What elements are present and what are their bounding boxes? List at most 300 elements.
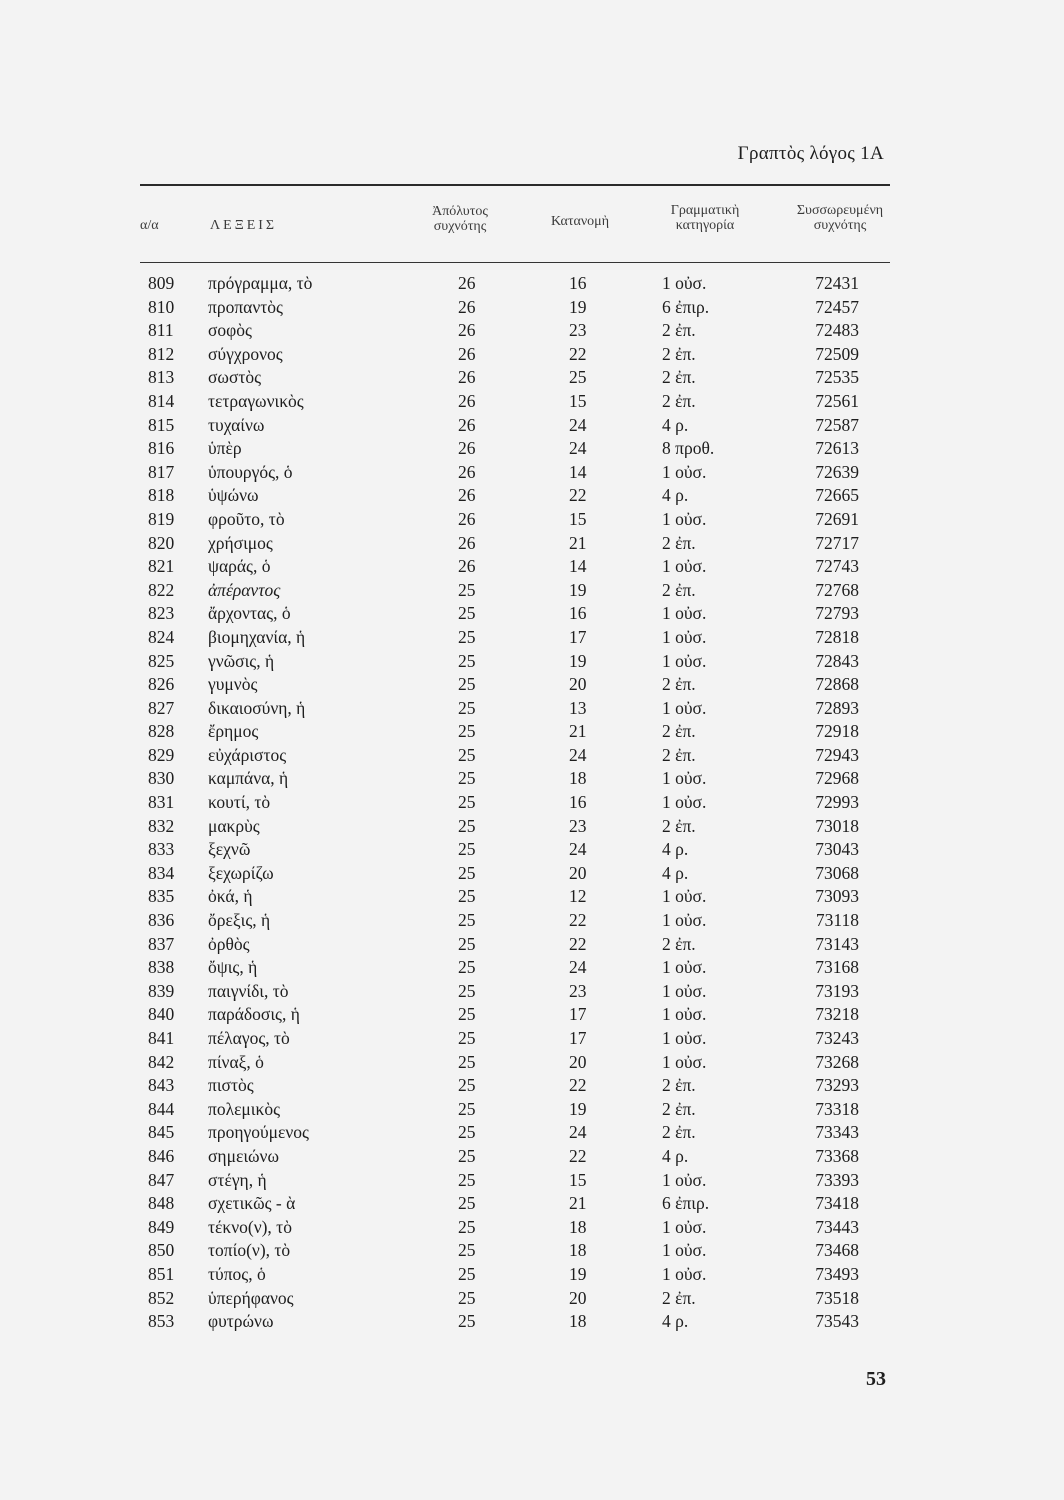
row-word: τοπίο(ν), τὸ <box>208 1240 291 1261</box>
row-absolute-frequency: 25 <box>458 1216 476 1237</box>
row-grammatical-category: 1 οὐσ. <box>662 1216 707 1237</box>
row-distribution: 25 <box>569 367 587 388</box>
row-number: 815 <box>148 414 175 435</box>
row-absolute-frequency: 25 <box>458 744 476 765</box>
row-grammatical-category: 1 οὐσ. <box>662 508 707 529</box>
row-number: 851 <box>148 1263 175 1284</box>
row-grammatical-category: 1 οὐσ. <box>662 556 707 577</box>
row-grammatical-category: 1 οὐσ. <box>662 273 707 293</box>
row-word: δικαιοσύνη, ἡ <box>208 697 306 718</box>
row-word: εὐχάριστος <box>208 744 287 765</box>
row-grammatical-category: 2 ἐπ. <box>662 933 696 954</box>
row-number: 820 <box>148 532 175 553</box>
row-number: 817 <box>148 461 175 482</box>
row-cumulative-frequency: 73293 <box>815 1075 859 1096</box>
row-cumulative-frequency: 73393 <box>815 1169 859 1190</box>
row-grammatical-category: 1 οὐσ. <box>662 603 707 624</box>
table-row <box>0 909 1064 933</box>
row-word: προηγούμενος <box>208 1122 309 1143</box>
table-row <box>0 532 1064 556</box>
row-distribution: 18 <box>569 1240 587 1261</box>
row-distribution: 19 <box>569 296 587 317</box>
row-grammatical-category: 1 οὐσ. <box>662 957 707 978</box>
row-grammatical-category: 4 ρ. <box>662 1145 689 1166</box>
row-word: ὑψώνω <box>208 485 259 506</box>
row-word: ἄρχοντας, ὁ <box>208 603 291 624</box>
row-cumulative-frequency: 72918 <box>815 721 859 742</box>
row-cumulative-frequency: 72717 <box>815 532 859 553</box>
row-absolute-frequency: 25 <box>458 1311 476 1332</box>
row-distribution: 22 <box>569 1145 587 1166</box>
row-word: ὑπὲρ <box>208 438 242 459</box>
row-number: 850 <box>148 1240 175 1261</box>
table-row <box>0 437 1064 461</box>
row-absolute-frequency: 25 <box>458 886 476 907</box>
row-word: σωστὸς <box>208 367 262 388</box>
row-number: 847 <box>148 1169 175 1190</box>
row-distribution: 18 <box>569 768 587 789</box>
table-row <box>0 1310 1064 1334</box>
row-distribution: 24 <box>569 839 587 860</box>
row-grammatical-category: 1 οὐσ. <box>662 768 707 789</box>
row-distribution: 17 <box>569 626 587 647</box>
row-number: 828 <box>148 721 175 742</box>
row-grammatical-category: 4 ρ. <box>662 485 689 506</box>
row-grammatical-category: 2 ἐπ. <box>662 721 696 742</box>
row-distribution: 21 <box>569 1193 587 1214</box>
row-distribution: 16 <box>569 603 587 624</box>
row-word: παράδοσις, ἡ <box>208 1004 300 1025</box>
row-grammatical-category: 4 ρ. <box>662 1311 689 1332</box>
row-distribution: 15 <box>569 508 587 529</box>
row-number: 833 <box>148 839 175 860</box>
row-grammatical-category: 1 οὐσ. <box>662 1263 707 1284</box>
row-absolute-frequency: 25 <box>458 603 476 624</box>
row-cumulative-frequency: 73143 <box>815 933 859 954</box>
row-word: γυμνὸς <box>208 674 258 695</box>
row-grammatical-category: 2 ἐπ. <box>662 674 696 695</box>
row-absolute-frequency: 26 <box>458 532 476 553</box>
row-absolute-frequency: 26 <box>458 414 476 435</box>
table-row <box>0 1145 1064 1169</box>
table-row <box>0 1192 1064 1216</box>
col-header-cumulative-frequency: Συσσωρευμένη συχνότης <box>796 203 884 233</box>
row-distribution: 17 <box>569 1028 587 1048</box>
row-cumulative-frequency: 72535 <box>815 367 859 388</box>
row-grammatical-category: 1 οὐσ. <box>662 980 707 1001</box>
row-distribution: 16 <box>569 273 587 293</box>
row-grammatical-category: 1 οὐσ. <box>662 697 707 718</box>
table-row <box>0 697 1064 721</box>
row-cumulative-frequency: 73218 <box>815 1004 859 1025</box>
row-grammatical-category: 1 οὐσ. <box>662 1004 707 1025</box>
row-absolute-frequency: 25 <box>458 980 476 1001</box>
row-number: 819 <box>148 508 175 529</box>
row-number: 843 <box>148 1075 175 1096</box>
row-number: 816 <box>148 438 175 459</box>
row-grammatical-category: 4 ρ. <box>662 862 689 883</box>
row-word: παιγνίδι, τὸ <box>208 980 289 1001</box>
row-distribution: 14 <box>569 461 587 482</box>
table-row <box>0 838 1064 862</box>
table-row <box>0 1239 1064 1263</box>
header-bottom-rule <box>140 262 890 263</box>
row-absolute-frequency: 26 <box>458 461 476 482</box>
row-absolute-frequency: 25 <box>458 910 476 931</box>
row-absolute-frequency: 25 <box>458 1240 476 1261</box>
row-absolute-frequency: 25 <box>458 815 476 836</box>
col-header-grammatical-category: Γραμματικὴ κατηγορία <box>670 203 740 233</box>
table-row <box>0 508 1064 532</box>
row-distribution: 14 <box>569 556 587 577</box>
table-row <box>0 484 1064 508</box>
row-grammatical-category: 2 ἐπ. <box>662 1098 696 1119</box>
table-row <box>0 626 1064 650</box>
row-cumulative-frequency: 72639 <box>815 461 859 482</box>
row-cumulative-frequency: 72943 <box>815 744 859 765</box>
row-word: βιομηχανία, ἡ <box>208 626 306 647</box>
row-distribution: 22 <box>569 910 587 931</box>
row-word: ὀκά, ἡ <box>208 886 253 907</box>
table-row <box>0 366 1064 390</box>
row-word: ξεχωρίζω <box>208 862 274 883</box>
table-row <box>0 1169 1064 1193</box>
row-grammatical-category: 2 ἐπ. <box>662 1287 696 1308</box>
row-cumulative-frequency: 73268 <box>815 1051 859 1072</box>
row-word: χρήσιμος <box>208 532 273 553</box>
row-number: 834 <box>148 862 175 883</box>
table-row <box>0 744 1064 768</box>
row-absolute-frequency: 25 <box>458 1004 476 1025</box>
row-number: 848 <box>148 1193 175 1214</box>
row-number: 844 <box>148 1098 175 1119</box>
row-number: 836 <box>148 910 175 931</box>
row-cumulative-frequency: 73318 <box>815 1098 859 1119</box>
row-absolute-frequency: 25 <box>458 933 476 954</box>
row-number: 852 <box>148 1287 175 1308</box>
table-row <box>0 1051 1064 1075</box>
table-row <box>0 980 1064 1004</box>
row-distribution: 13 <box>569 697 587 718</box>
row-absolute-frequency: 26 <box>458 296 476 317</box>
row-cumulative-frequency: 73443 <box>815 1216 859 1237</box>
row-number: 818 <box>148 485 175 506</box>
row-word: πίναξ, ὁ <box>208 1051 264 1072</box>
row-grammatical-category: 2 ἐπ. <box>662 579 696 600</box>
row-cumulative-frequency: 73368 <box>815 1145 859 1166</box>
row-word: σχετικῶς - ὰ <box>208 1193 296 1214</box>
row-word: τυχαίνω <box>208 414 265 435</box>
row-absolute-frequency: 25 <box>458 1145 476 1166</box>
row-cumulative-frequency: 73418 <box>815 1193 859 1214</box>
row-grammatical-category: 8 προθ. <box>662 438 715 459</box>
row-number: 840 <box>148 1004 175 1025</box>
col-header-aa: α/α <box>140 218 159 233</box>
row-distribution: 20 <box>569 1287 587 1308</box>
col-header-lexeis: ΛΕΞΕΙΣ <box>210 218 278 233</box>
row-word: ψαράς, ὁ <box>208 556 271 577</box>
row-absolute-frequency: 25 <box>458 792 476 813</box>
row-word: σοφὸς <box>208 320 252 341</box>
row-word: ὄψις, ἡ <box>208 957 258 978</box>
row-absolute-frequency: 25 <box>458 839 476 860</box>
row-cumulative-frequency: 72993 <box>815 792 859 813</box>
row-absolute-frequency: 26 <box>458 485 476 506</box>
row-absolute-frequency: 25 <box>458 862 476 883</box>
row-distribution: 24 <box>569 1122 587 1143</box>
table-row <box>0 1121 1064 1145</box>
row-cumulative-frequency: 72613 <box>815 438 859 459</box>
row-absolute-frequency: 26 <box>458 320 476 341</box>
row-absolute-frequency: 26 <box>458 556 476 577</box>
row-word: πρόγραμμα, τὸ <box>208 273 313 293</box>
row-grammatical-category: 2 ἐπ. <box>662 320 696 341</box>
row-grammatical-category: 4 ρ. <box>662 839 689 860</box>
row-cumulative-frequency: 72561 <box>815 390 859 411</box>
row-absolute-frequency: 25 <box>458 768 476 789</box>
row-number: 809 <box>148 273 175 293</box>
row-distribution: 20 <box>569 862 587 883</box>
row-cumulative-frequency: 73193 <box>815 980 859 1001</box>
row-grammatical-category: 1 οὐσ. <box>662 886 707 907</box>
row-cumulative-frequency: 73493 <box>815 1263 859 1284</box>
row-grammatical-category: 4 ρ. <box>662 414 689 435</box>
row-grammatical-category: 1 οὐσ. <box>662 1028 707 1048</box>
row-absolute-frequency: 25 <box>458 1193 476 1214</box>
row-number: 839 <box>148 980 175 1001</box>
row-word: πολεμικὸς <box>208 1098 281 1119</box>
table-row <box>0 461 1064 485</box>
table-row <box>0 1003 1064 1027</box>
row-absolute-frequency: 25 <box>458 674 476 695</box>
row-cumulative-frequency: 73043 <box>815 839 859 860</box>
row-cumulative-frequency: 73543 <box>815 1311 859 1332</box>
row-grammatical-category: 6 ἐπιρ. <box>662 296 710 317</box>
row-cumulative-frequency: 73118 <box>815 910 859 931</box>
table-row <box>0 414 1064 438</box>
table-row <box>0 390 1064 414</box>
row-cumulative-frequency: 73068 <box>815 862 859 883</box>
row-distribution: 20 <box>569 674 587 695</box>
row-absolute-frequency: 26 <box>458 438 476 459</box>
row-word: προπαντὸς <box>208 296 283 317</box>
row-distribution: 24 <box>569 414 587 435</box>
row-distribution: 18 <box>569 1216 587 1237</box>
row-distribution: 24 <box>569 744 587 765</box>
row-number: 838 <box>148 957 175 978</box>
row-distribution: 20 <box>569 1051 587 1072</box>
column-headers <box>0 198 1064 253</box>
row-cumulative-frequency: 72691 <box>815 508 859 529</box>
table-row <box>0 272 1064 296</box>
row-number: 829 <box>148 744 175 765</box>
row-cumulative-frequency: 72968 <box>815 768 859 789</box>
row-absolute-frequency: 25 <box>458 697 476 718</box>
row-grammatical-category: 2 ἐπ. <box>662 1075 696 1096</box>
row-distribution: 19 <box>569 579 587 600</box>
row-number: 814 <box>148 390 175 411</box>
row-word: ἔρημος <box>208 721 259 742</box>
row-distribution: 19 <box>569 1098 587 1119</box>
table-row <box>0 815 1064 839</box>
row-grammatical-category: 2 ἐπ. <box>662 744 696 765</box>
row-absolute-frequency: 25 <box>458 1263 476 1284</box>
row-absolute-frequency: 25 <box>458 1098 476 1119</box>
row-distribution: 15 <box>569 390 587 411</box>
row-absolute-frequency: 25 <box>458 721 476 742</box>
row-distribution: 23 <box>569 815 587 836</box>
table-row <box>0 1216 1064 1240</box>
row-word: ὄρεξις, ἡ <box>208 910 271 931</box>
table-row <box>0 956 1064 980</box>
table-row <box>0 933 1064 957</box>
row-cumulative-frequency: 73343 <box>815 1122 859 1143</box>
row-number: 822 <box>148 579 175 600</box>
row-cumulative-frequency: 73093 <box>815 886 859 907</box>
row-absolute-frequency: 26 <box>458 390 476 411</box>
table-row <box>0 1074 1064 1098</box>
row-number: 821 <box>148 556 175 577</box>
row-absolute-frequency: 25 <box>458 957 476 978</box>
row-grammatical-category: 2 ἐπ. <box>662 815 696 836</box>
table-row <box>0 1263 1064 1287</box>
row-cumulative-frequency: 72457 <box>815 296 859 317</box>
row-absolute-frequency: 25 <box>458 579 476 600</box>
row-grammatical-category: 1 οὐσ. <box>662 910 707 931</box>
row-grammatical-category: 1 οὐσ. <box>662 650 707 671</box>
table-row <box>0 555 1064 579</box>
table-row <box>0 1027 1064 1051</box>
row-cumulative-frequency: 73168 <box>815 957 859 978</box>
row-distribution: 22 <box>569 485 587 506</box>
row-word: ξεχνῶ <box>208 839 251 860</box>
row-number: 849 <box>148 1216 175 1237</box>
row-number: 830 <box>148 768 175 789</box>
row-grammatical-category: 2 ἐπ. <box>662 532 696 553</box>
table-row <box>0 650 1064 674</box>
row-cumulative-frequency: 72743 <box>815 556 859 577</box>
row-word: κουτί, τὸ <box>208 792 271 813</box>
row-distribution: 21 <box>569 721 587 742</box>
row-distribution: 19 <box>569 1263 587 1284</box>
row-absolute-frequency: 26 <box>458 508 476 529</box>
row-cumulative-frequency: 73468 <box>815 1240 859 1261</box>
row-number: 841 <box>148 1028 175 1048</box>
row-word: σημειώνω <box>208 1145 279 1166</box>
row-absolute-frequency: 25 <box>458 1028 476 1048</box>
row-word: μακρὺς <box>208 815 260 836</box>
row-number: 824 <box>148 626 175 647</box>
row-grammatical-category: 1 οὐσ. <box>662 461 707 482</box>
table-row <box>0 673 1064 697</box>
running-title: Γραπτὸς λόγος 1Α <box>737 143 884 164</box>
row-cumulative-frequency: 72509 <box>815 343 859 364</box>
row-word: στέγη, ἡ <box>208 1169 267 1190</box>
word-frequency-table <box>0 272 1064 1334</box>
row-absolute-frequency: 25 <box>458 1122 476 1143</box>
row-distribution: 19 <box>569 650 587 671</box>
row-word: καμπάνα, ἡ <box>208 768 289 789</box>
row-word: ὑπερήφανος <box>208 1287 294 1308</box>
row-number: 853 <box>148 1311 175 1332</box>
row-number: 812 <box>148 343 175 364</box>
table-row <box>0 1098 1064 1122</box>
row-word: φροῦτο, τὸ <box>208 508 285 529</box>
table-row <box>0 579 1064 603</box>
row-word: σύγχρονος <box>208 343 283 364</box>
row-cumulative-frequency: 72818 <box>815 626 859 647</box>
row-cumulative-frequency: 72587 <box>815 414 859 435</box>
row-grammatical-category: 1 οὐσ. <box>662 626 707 647</box>
row-number: 835 <box>148 886 175 907</box>
col-header-distribution: Κατανομὴ <box>550 214 610 229</box>
row-cumulative-frequency: 73018 <box>815 815 859 836</box>
row-cumulative-frequency: 72665 <box>815 485 859 506</box>
table-row <box>0 343 1064 367</box>
row-grammatical-category: 1 οὐσ. <box>662 792 707 813</box>
table-row <box>0 296 1064 320</box>
row-number: 827 <box>148 697 175 718</box>
row-number: 810 <box>148 296 175 317</box>
row-absolute-frequency: 25 <box>458 650 476 671</box>
table-row <box>0 767 1064 791</box>
row-grammatical-category: 1 οὐσ. <box>662 1051 707 1072</box>
row-cumulative-frequency: 72868 <box>815 674 859 695</box>
row-absolute-frequency: 26 <box>458 367 476 388</box>
row-word: πέλαγος, τὸ <box>208 1028 290 1048</box>
row-distribution: 17 <box>569 1004 587 1025</box>
row-number: 846 <box>148 1145 175 1166</box>
row-cumulative-frequency: 72483 <box>815 320 859 341</box>
row-cumulative-frequency: 72768 <box>815 579 859 600</box>
row-distribution: 21 <box>569 532 587 553</box>
row-grammatical-category: 2 ἐπ. <box>662 1122 696 1143</box>
row-word: φυτρώνω <box>208 1311 274 1332</box>
row-word: γνῶσις, ἡ <box>208 650 275 671</box>
row-number: 831 <box>148 792 175 813</box>
row-distribution: 12 <box>569 886 587 907</box>
row-number: 811 <box>148 320 174 341</box>
row-number: 823 <box>148 603 175 624</box>
row-distribution: 23 <box>569 980 587 1001</box>
col-header-absolute-frequency: Ἀπόλυτος συχνότης <box>432 204 488 234</box>
row-grammatical-category: 2 ἐπ. <box>662 390 696 411</box>
row-word: ὑπουργός, ὁ <box>208 461 293 482</box>
row-distribution: 22 <box>569 1075 587 1096</box>
row-distribution: 16 <box>569 792 587 813</box>
row-absolute-frequency: 25 <box>458 1051 476 1072</box>
row-number: 825 <box>148 650 175 671</box>
row-absolute-frequency: 25 <box>458 1075 476 1096</box>
row-cumulative-frequency: 72793 <box>815 603 859 624</box>
row-number: 826 <box>148 674 175 695</box>
row-grammatical-category: 1 οὐσ. <box>662 1169 707 1190</box>
row-distribution: 15 <box>569 1169 587 1190</box>
row-number: 837 <box>148 933 175 954</box>
row-number: 832 <box>148 815 175 836</box>
row-distribution: 22 <box>569 343 587 364</box>
row-cumulative-frequency: 72893 <box>815 697 859 718</box>
row-number: 845 <box>148 1122 175 1143</box>
table-row <box>0 1287 1064 1311</box>
row-grammatical-category: 6 ἐπιρ. <box>662 1193 710 1214</box>
row-absolute-frequency: 25 <box>458 1169 476 1190</box>
row-word: τέκνο(ν), τὸ <box>208 1216 292 1237</box>
row-cumulative-frequency: 72843 <box>815 650 859 671</box>
row-absolute-frequency: 25 <box>458 1287 476 1308</box>
row-absolute-frequency: 26 <box>458 273 476 293</box>
row-number: 842 <box>148 1051 175 1072</box>
